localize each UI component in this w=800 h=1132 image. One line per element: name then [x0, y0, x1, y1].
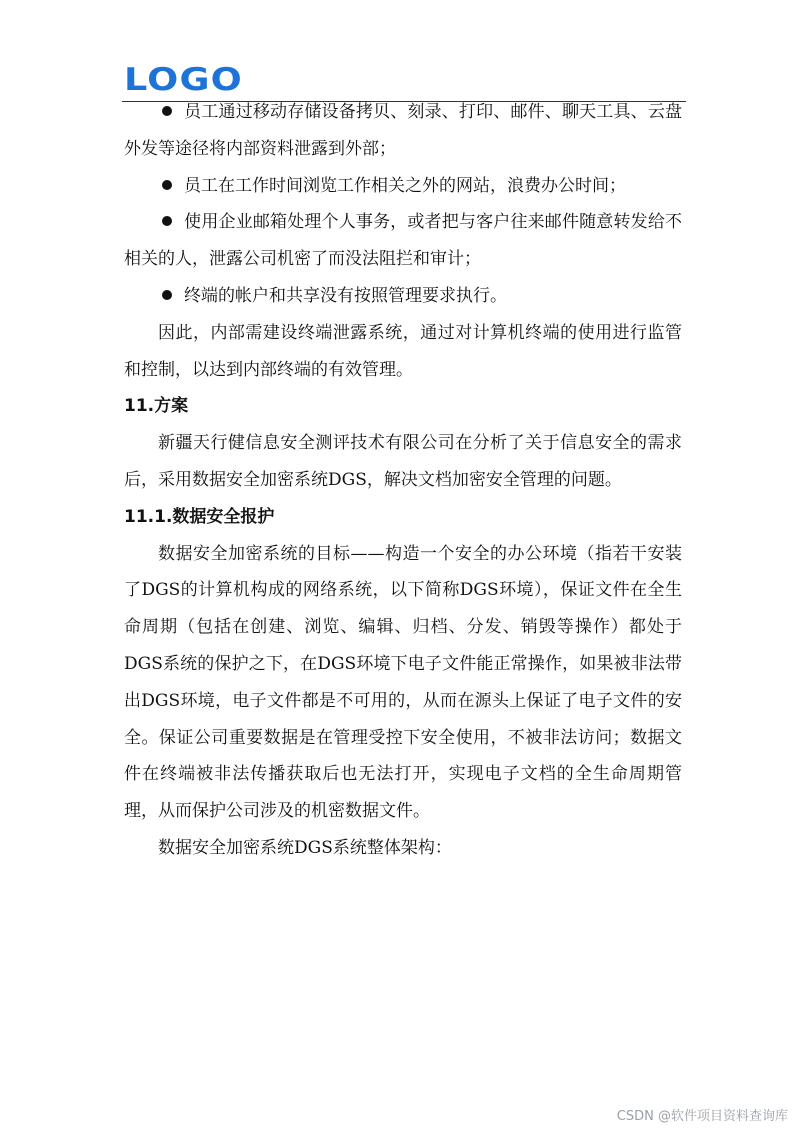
- bullet-dot-icon: [162, 106, 172, 116]
- bullet-text: 员工在工作时间浏览工作相关之外的网站，浪费办公时间；: [184, 175, 626, 196]
- bullet-item: [124, 94, 682, 168]
- bullet-item: [124, 168, 682, 205]
- conclusion-paragraph: 因此，内部需建设终端泄露系统，通过对计算机终端的使用进行监管和控制，以达到内部终端的有效管理。: [124, 322, 682, 380]
- watermark: CSDN @软件项目资料查询库: [616, 1109, 788, 1124]
- logo: LOGO: [124, 62, 243, 98]
- section-heading: 11.方案: [124, 396, 189, 417]
- document-body: [124, 94, 682, 867]
- bullet-dot-icon: [162, 180, 172, 190]
- bullet-item: [124, 204, 682, 278]
- bullet-text: 终端的帐户和共享没有按照管理要求执行。: [184, 285, 507, 306]
- section-paragraph: 新疆天行健信息安全测评技术有限公司在分析了关于信息安全的需求后，采用数据安全加密系统DGS，解决文档加密安全管理的问题。: [124, 433, 682, 490]
- bullet-text: 使用企业邮箱处理个人事务，或者把与客户往来邮件随意转发给不相关的人，泄露公司机密了而没法阻拦和审计；: [124, 212, 682, 270]
- bullet-dot-icon: [162, 216, 172, 226]
- bullet-text: 员工通过移动存储设备拷贝、刻录、打印、邮件、聊天工具、云盘外发等途径将内部资料泄露到外部；: [124, 102, 682, 159]
- architecture-intro: 数据安全加密系统DGS系统整体架构：: [158, 837, 452, 858]
- subsection-heading: 11.1.数据安全报护: [124, 506, 275, 527]
- bullet-dot-icon: [162, 290, 172, 300]
- subsection-paragraph: 数据安全加密系统的目标——构造一个安全的办公环境（指若干安装了DGS的计算机构成的网络系统，以下简称DGS环境），保证文件在全生命周期（包括在创建、浏览、编辑、归档、分发、销毁等操作）都处于DGS系统的保护之下，在DGS环境下电子文件能正常操作，如果被非法带出DGS环境，电子文件都是不可用的，从而在源头上保证了电子文件的安全。保证公司重要数据是在管理受控下安全使用，不被非法访问；数据文件在终端被非法传播获取后也无法打开，实现电子文档的全生命周期管理，从而保护公司涉及的机密数据文件。: [124, 543, 682, 822]
- bullet-item: [124, 278, 682, 315]
